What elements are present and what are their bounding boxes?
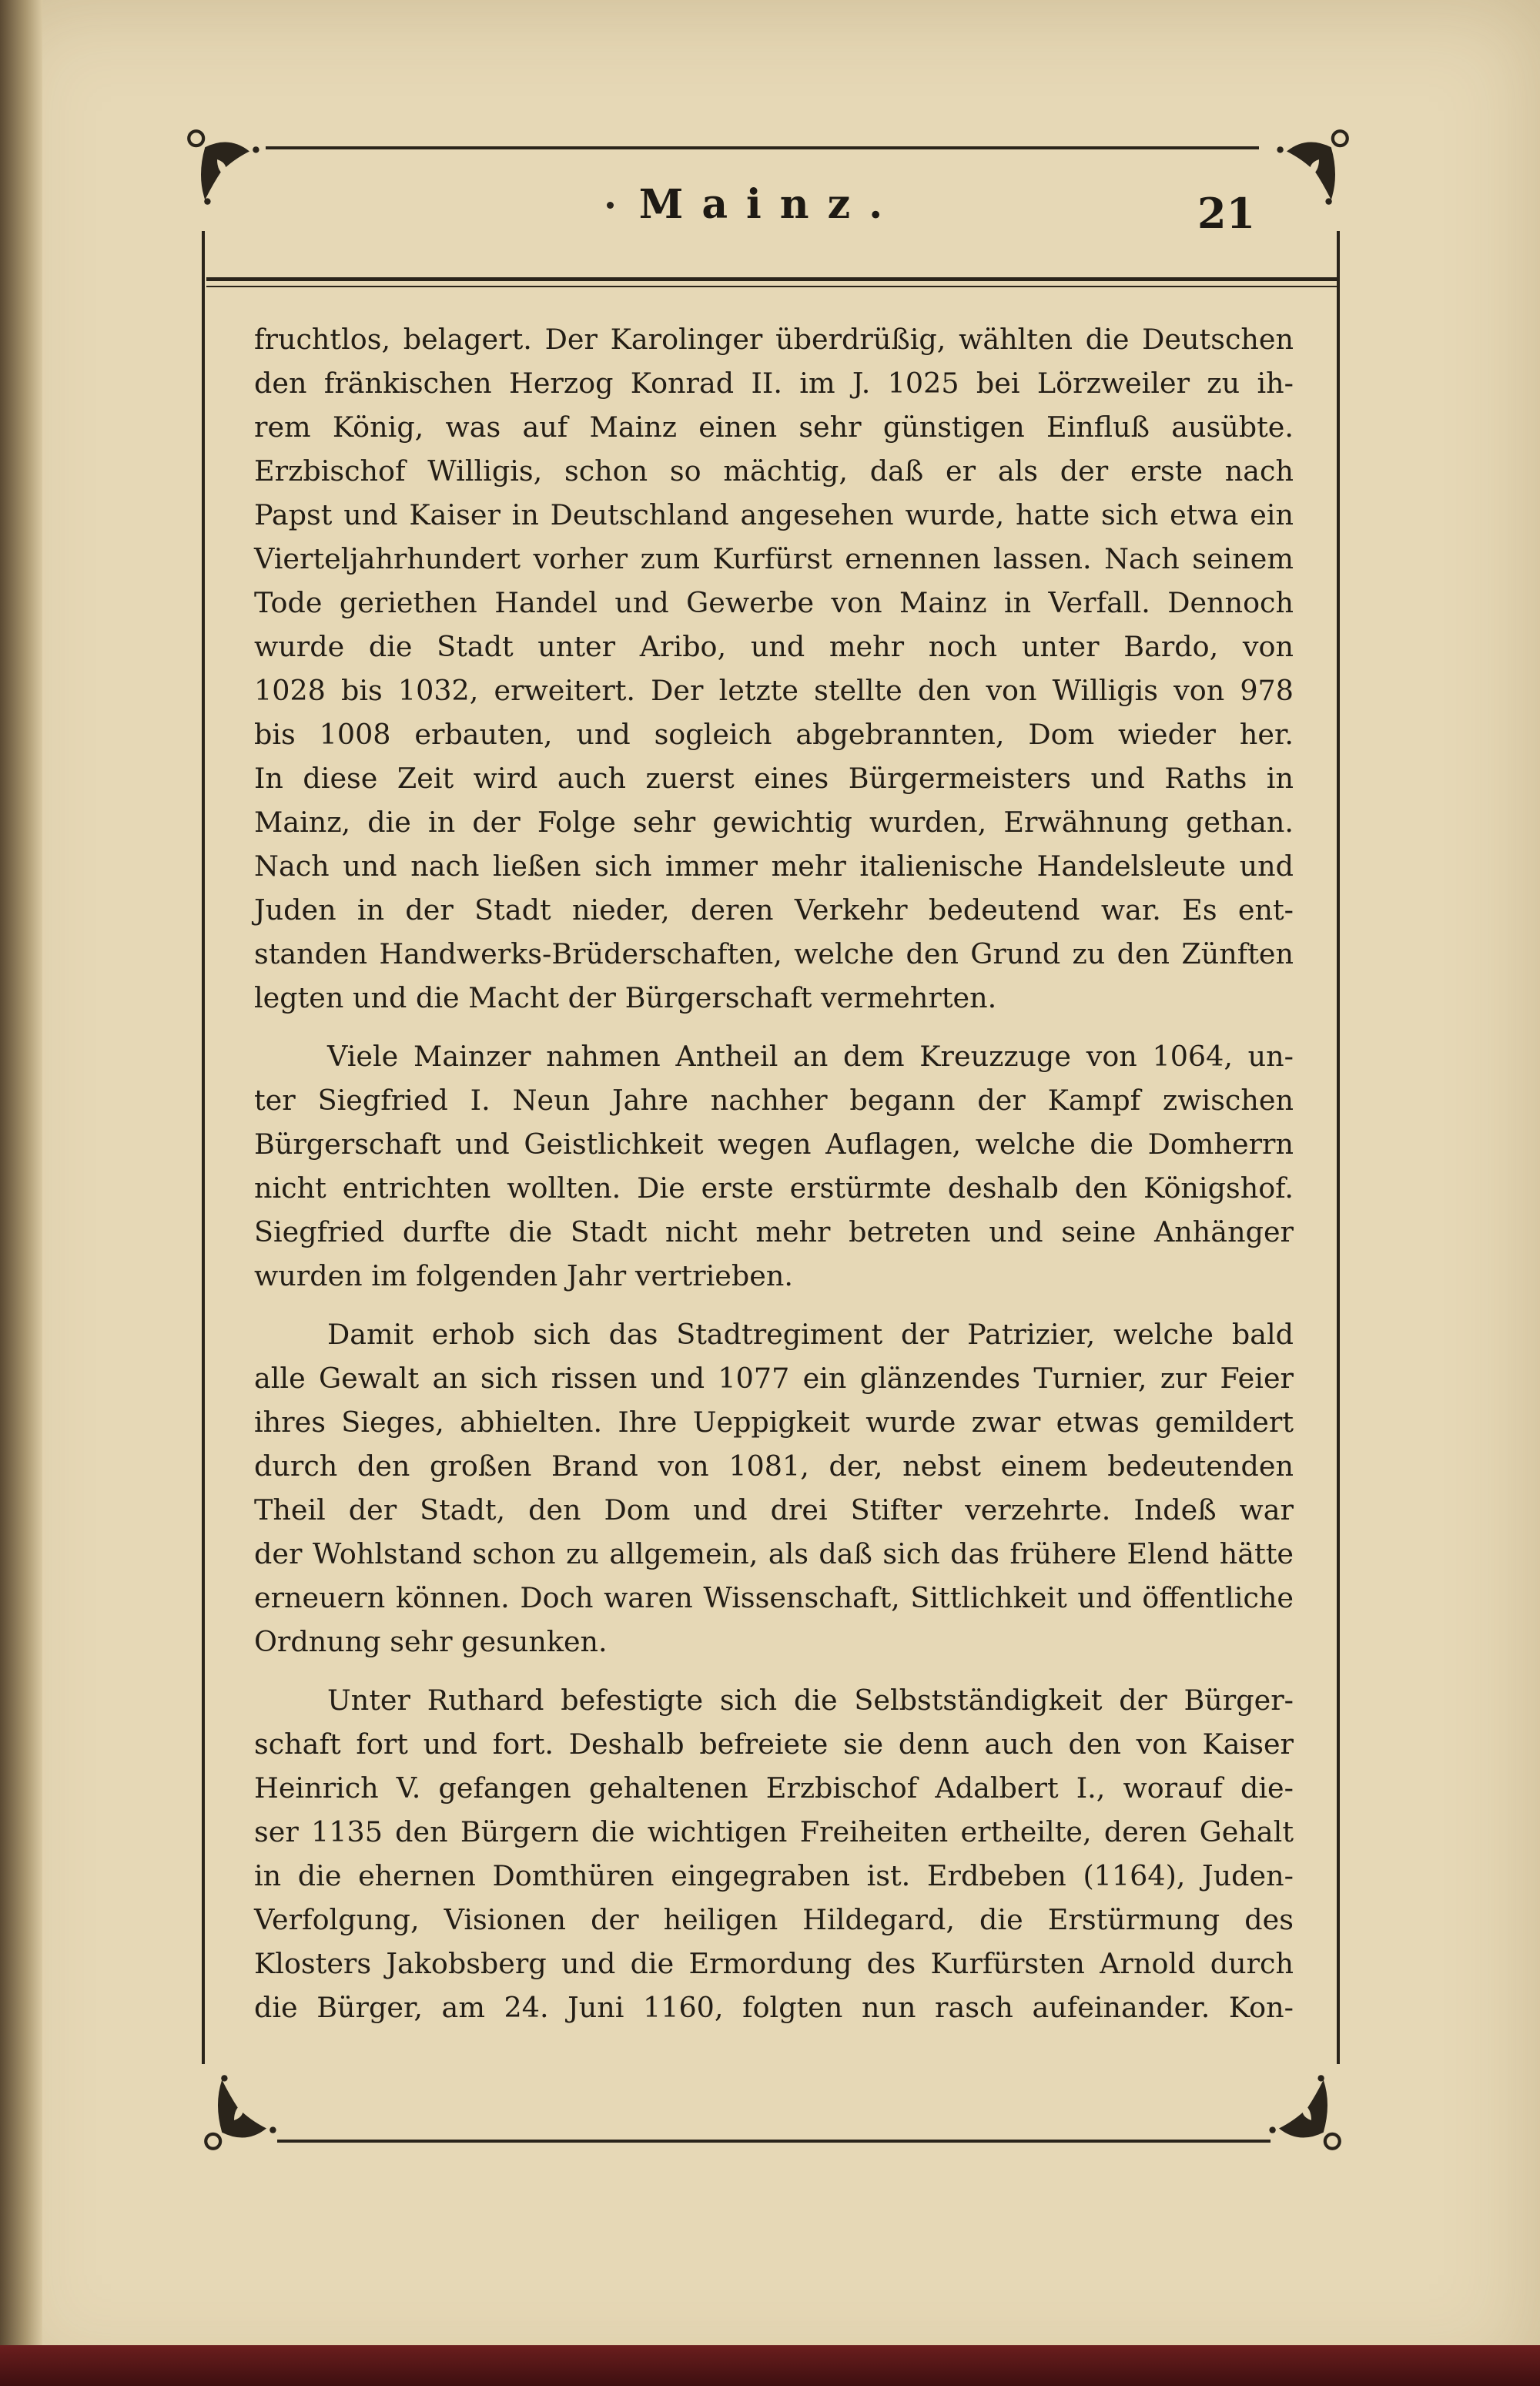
text-line: Vierteljahrhundert vorher zum Kurfürst ernennen lassen. Nach seinem [254,542,1294,575]
text-line: Bürgerschaft und Geistlichkeit wegen Auflagen, welche die Domherrn [254,1128,1294,1161]
text-line: Tode geriethen Handel und Gewerbe von Mainz in Verfall. Dennoch [254,586,1294,619]
left-border-rule [202,231,205,2064]
text-line: Heinrich V. gefangen gehaltenen Erzbischof Adalbert I., worauf die- [254,1771,1294,1805]
text-line: Papst und Kaiser in Deutschland angesehen wurde, hatte sich etwa ein [254,498,1294,531]
book-cover-edge [0,2345,1540,2386]
text-line: Viele Mainzer nahmen Antheil an dem Kreuzzuge von 1064, un- [327,1040,1294,1073]
text-line: rem König, was auf Mainz einen sehr günstigen Einfluß ausübte. [254,411,1294,444]
page-gutter-edge [0,0,42,2386]
text-line: Juden in der Stadt nieder, deren Verkehr bedeutend war. Es ent- [254,893,1294,927]
running-title: Mainz. [638,181,902,228]
text-line: ter Siegfried I. Neun Jahre nachher begann der Kampf zwischen [254,1084,1294,1117]
text-line: 1028 bis 1032, erweitert. Der letzte stellte den von Willigis von 978 [254,674,1294,707]
text-line: erneuern können. Doch waren Wissenschaft, Sittlichkeit und öffentliche [254,1581,1294,1614]
text-line: ser 1135 den Bürgern die wichtigen Freiheiten ertheilte, deren Gehalt [254,1815,1294,1848]
paragraph [254,1678,1294,2029]
corner-ornament-bottom-left [202,2072,283,2153]
text-line: Verfolgung, Visionen der heiligen Hildegard, die Erstürmung des [254,1903,1294,1936]
top-border-rule [266,146,1259,149]
text-line: Unter Ruthard befestigte sich die Selbstständigkeit der Bürger- [327,1684,1294,1717]
paragraph [254,1312,1294,1664]
text-line: wurde die Stadt unter Aribo, und mehr noch unter Bardo, von [254,630,1294,663]
text-line: fruchtlos, belagert. Der Karolinger überdrüßig, wählten die Deutschen [254,323,1294,356]
text-line: Mainz, die in der Folge sehr gewichtig wurden, Erwähnung gethan. [254,806,1294,839]
bottom-border-rule [277,2140,1270,2143]
text-line: standen Handwerks-Brüderschaften, welche den Grund zu den Zünften [254,937,1294,970]
header-rule-thick [206,277,1338,281]
text-line: Damit erhob sich das Stadtregiment der Patrizier, welche bald [327,1318,1294,1351]
text-line: wurden im folgenden Jahr vertrieben. [254,1259,793,1292]
text-line: durch den großen Brand von 1081, der, nebst einem bedeutenden [254,1449,1294,1483]
text-line: bis 1008 erbauten, und sogleich abgebrannten, Dom wieder her. [254,718,1294,751]
text-line: schaft fort und fort. Deshalb befreiete sie denn auch den von Kaiser [254,1728,1294,1761]
header-rule-thin [206,286,1338,287]
text-line: Klosters Jakobsberg und die Ermordung des Kurfürsten Arnold durch [254,1947,1294,1980]
paragraph-gap [254,1664,1294,1678]
text-line: In diese Zeit wird auch zuerst eines Bürgermeisters und Raths in [254,762,1294,795]
text-line: alle Gewalt an sich rissen und 1077 ein glänzendes Turnier, zur Feier [254,1362,1294,1395]
body-text [254,317,1294,2029]
text-line: in die ehernen Domthüren eingegraben ist. Erdbeben (1164), Juden- [254,1859,1294,1892]
text-line: nicht entrichten wollten. Die erste erstürmte deshalb den Königshof. [254,1171,1294,1205]
text-line: Ordnung sehr gesunken. [254,1625,608,1658]
right-border-rule [1337,231,1340,2064]
text-line: legten und die Macht der Bürgerschaft vermehrten. [254,981,997,1014]
text-line: Erzbischof Willigis, schon so mächtig, daß er als der erste nach [254,454,1294,488]
text-line: den fränkischen Herzog Konrad II. im J. 1025 bei Lörzweiler zu ih- [254,367,1294,400]
paragraph [254,1034,1294,1298]
paragraph-gap [254,1020,1294,1034]
paragraph [254,317,1294,1020]
text-line: ihres Sieges, abhielten. Ihre Ueppigkeit wurde zwar etwas gemildert [254,1406,1294,1439]
page-number: 21 [1197,189,1256,238]
text-line: Theil der Stadt, den Dom und drei Stifter verzehrte. Indeß war [254,1493,1294,1526]
text-line: Nach und nach ließen sich immer mehr italienische Handelsleute und [254,850,1294,883]
corner-ornament-bottom-right [1263,2072,1344,2153]
text-line: der Wohlstand schon zu allgemein, als daß sich das frühere Elend hätte [254,1537,1294,1570]
text-line: Siegfried durfte die Stadt nicht mehr betreten und seine Anhänger [254,1215,1294,1248]
paragraph-gap [254,1298,1294,1312]
text-line: die Bürger, am 24. Juni 1160, folgten nun rasch aufeinander. Kon- [254,1991,1294,2024]
